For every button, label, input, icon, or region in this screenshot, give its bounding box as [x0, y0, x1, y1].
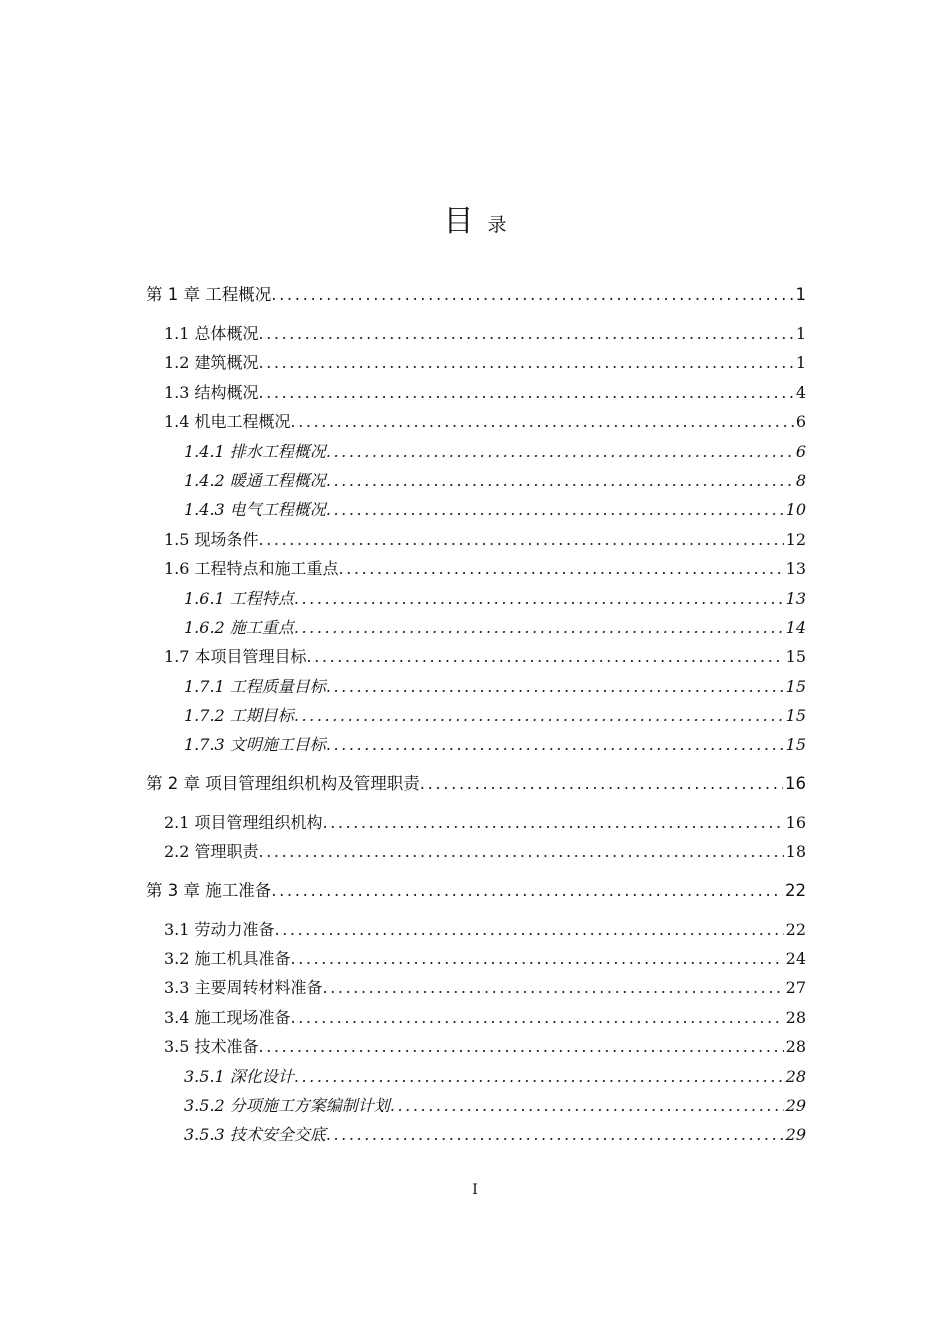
toc-entry-label: 1.7.2 工期目标 [184, 706, 294, 726]
toc-entry-label: 3.5 技术准备 [164, 1037, 259, 1057]
toc-entry-label: 3.1 劳动力准备 [164, 919, 275, 939]
toc-entry-label: 第 2 章 项目管理组织机构及管理职责 [146, 773, 420, 793]
toc-entry[interactable] [146, 915, 806, 944]
toc-entry-label: 1.4.2 暖通工程概况 [184, 470, 326, 490]
toc-entry-label: 1.1 总体概况 [164, 324, 259, 343]
toc-dot-leader [294, 584, 784, 613]
toc-entry[interactable] [146, 769, 806, 799]
toc-dot-leader [291, 1003, 784, 1032]
toc-entry-label: 2.2 管理职责 [164, 842, 259, 862]
toc-entry[interactable] [146, 701, 806, 730]
toc-entry[interactable] [146, 584, 806, 613]
toc-entry-page: 28 [785, 1037, 806, 1057]
toc-entry-label: 1.7.1 工程质量目标 [184, 676, 326, 696]
toc-dot-leader [259, 319, 794, 348]
toc-entry[interactable] [146, 378, 806, 407]
toc-entry-page: 1 [795, 353, 806, 373]
toc-entry-label: 3.2 施工机具准备 [164, 949, 291, 969]
toc-dot-leader [259, 378, 794, 407]
toc-entry-page: 16 [785, 812, 806, 832]
toc-dot-leader [326, 1120, 784, 1149]
title-main: 目 [443, 204, 474, 239]
toc-entry-page: 22 [785, 880, 806, 900]
toc-dot-leader [326, 437, 794, 466]
toc-entry-label: 1.4.1 排水工程概况 [184, 441, 326, 461]
toc-dot-leader [326, 672, 784, 701]
toc-entry-label: 第 3 章 施工准备 [146, 880, 272, 900]
toc-entry-page: 16 [785, 773, 806, 793]
toc-entry[interactable] [146, 1003, 806, 1032]
toc-entry-label: 1.3 结构概况 [164, 382, 259, 402]
toc-entry-page: 15 [785, 676, 806, 696]
toc-entry-label: 第 1 章 工程概况 [146, 285, 272, 304]
toc-entry[interactable] [146, 1062, 806, 1091]
toc-entry[interactable] [146, 613, 806, 642]
page-number: I [472, 1182, 478, 1198]
toc-entry[interactable] [146, 973, 806, 1002]
toc-dot-leader [307, 642, 784, 671]
toc-dot-leader [259, 1032, 784, 1061]
toc-entry-page: 24 [785, 949, 806, 969]
toc-dot-leader [271, 280, 793, 310]
toc-dot-leader [326, 495, 784, 524]
toc-entry[interactable] [146, 808, 806, 837]
toc-entry-label: 1.5 现场条件 [164, 529, 259, 549]
toc-entry-page: 13 [785, 588, 806, 608]
toc-dot-leader [390, 1091, 784, 1120]
page-title [0, 196, 950, 240]
toc-entry-page: 13 [785, 559, 806, 579]
toc-dot-leader [294, 613, 784, 642]
toc-entry-page: 1 [795, 324, 806, 343]
toc-dot-leader [420, 769, 783, 799]
toc-entry-label: 1.6.2 施工重点 [184, 617, 294, 637]
toc-entry[interactable] [146, 437, 806, 466]
toc-entry[interactable] [146, 730, 806, 759]
toc-dot-leader [259, 525, 784, 554]
toc-entry-label: 2.1 项目管理组织机构 [164, 812, 323, 832]
toc-entry-label: 1.7.3 文明施工目标 [184, 735, 326, 755]
toc-entry-page: 28 [785, 1066, 806, 1086]
toc-entry[interactable] [146, 642, 806, 671]
toc-dot-leader [259, 837, 784, 866]
toc-entry-page: 15 [785, 647, 806, 667]
toc-entry[interactable] [146, 1091, 806, 1120]
toc-dot-leader [275, 915, 784, 944]
toc-entry[interactable] [146, 319, 806, 348]
toc-entry[interactable] [146, 837, 806, 866]
toc-entry-label: 1.7 本项目管理目标 [164, 647, 307, 667]
toc-entry[interactable] [146, 348, 806, 377]
toc-entry-page: 8 [795, 470, 806, 490]
toc-entry-page: 29 [785, 1125, 806, 1145]
toc-entry-page: 10 [785, 500, 806, 520]
toc-entry-page: 22 [785, 919, 806, 939]
toc-entry-label: 1.4 机电工程概况 [164, 412, 291, 432]
toc-entry[interactable] [146, 944, 806, 973]
toc-entry[interactable] [146, 466, 806, 495]
toc-entry[interactable] [146, 1032, 806, 1061]
toc-entry-label: 1.6.1 工程特点 [184, 588, 294, 608]
toc-dot-leader [323, 808, 784, 837]
toc-entry[interactable] [146, 495, 806, 524]
toc-dot-leader [291, 407, 794, 436]
toc-entry[interactable] [146, 554, 806, 583]
toc-entry[interactable] [146, 525, 806, 554]
toc-dot-leader [259, 348, 794, 377]
toc-entry-page: 15 [785, 735, 806, 755]
toc-dot-leader [326, 730, 784, 759]
toc-entry-page: 18 [785, 842, 806, 862]
toc-dot-leader [294, 701, 784, 730]
toc-entry-label: 1.6 工程特点和施工重点 [164, 559, 339, 579]
toc-entry[interactable] [146, 672, 806, 701]
toc-entry-page: 15 [785, 706, 806, 726]
table-of-contents [146, 280, 806, 1150]
toc-entry[interactable] [146, 407, 806, 436]
toc-entry-page: 12 [785, 529, 806, 549]
toc-entry-page: 6 [795, 412, 806, 432]
toc-entry[interactable] [146, 280, 806, 310]
toc-entry-label: 3.5.1 深化设计 [184, 1066, 294, 1086]
toc-dot-leader [291, 944, 784, 973]
toc-entry-page: 6 [795, 441, 806, 461]
toc-dot-leader [271, 876, 783, 906]
toc-entry-label: 1.4.3 电气工程概况 [184, 500, 326, 520]
toc-entry-page: 1 [795, 285, 806, 304]
toc-dot-leader [294, 1062, 784, 1091]
toc-dot-leader [326, 466, 794, 495]
toc-entry[interactable] [146, 876, 806, 906]
title-secondary: 录 [487, 214, 507, 236]
toc-entry-page: 27 [785, 978, 806, 998]
toc-entry-label: 3.5.2 分项施工方案编制计划 [184, 1095, 390, 1115]
toc-entry-page: 29 [785, 1095, 806, 1115]
toc-entry-label: 3.4 施工现场准备 [164, 1007, 291, 1027]
toc-entry-page: 14 [785, 617, 806, 637]
toc-dot-leader [323, 973, 784, 1002]
toc-dot-leader [339, 554, 784, 583]
toc-entry[interactable] [146, 1120, 806, 1149]
toc-entry-label: 3.3 主要周转材料准备 [164, 978, 323, 998]
toc-entry-label: 3.5.3 技术安全交底 [184, 1125, 326, 1145]
toc-entry-page: 4 [795, 382, 806, 402]
toc-entry-label: 1.2 建筑概况 [164, 353, 259, 373]
toc-entry-page: 28 [785, 1007, 806, 1027]
